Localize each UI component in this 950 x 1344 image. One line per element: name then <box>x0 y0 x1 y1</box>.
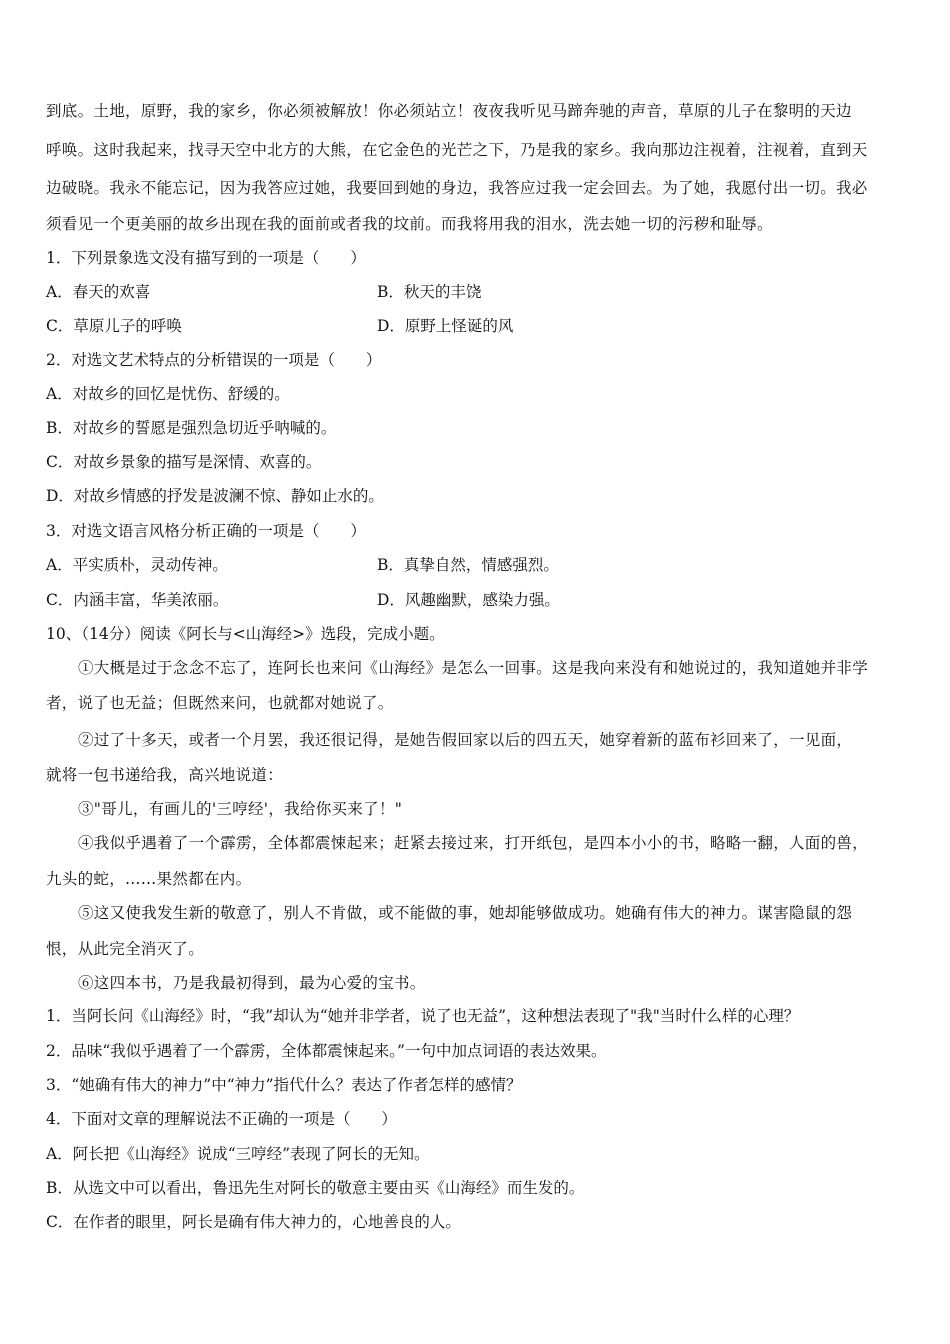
section-heading: 10、（14分）阅读《阿长与<山海经>》选段，完成小题。 <box>46 625 445 643</box>
option-c: C．在作者的眼里，阿长是确有伟大神力的，心地善良的人。 <box>46 1213 461 1231</box>
paragraph-2-cont: 就将一包书递给我，高兴地说道： <box>46 766 284 784</box>
question-stem: 2．对选文艺术特点的分析错误的一项是（ ） <box>46 351 382 369</box>
option-a: A．对故乡的回忆是忧伤、舒缓的。 <box>46 385 290 403</box>
option-d: D．原野上怪诞的风 <box>377 317 514 335</box>
paragraph-1: ①大概是过于念念不忘了，连阿长也来问《山海经》是怎么一回事。这是我向来没有和她说过的，我知道她并非学 <box>78 659 869 677</box>
option-b: B．真挚自然，情感强烈。 <box>377 556 559 574</box>
question-1: 1．当阿长问《山海经》时，“我”却认为“她并非学者，说了也无益”，这种想法表现了"我"当时什么样的心理？ <box>46 1007 800 1025</box>
passage-line: 边破晓。我永不能忘记，因为我答应过她，我要回到她的身边，我答应过我一定会回去。为了她，我愿付出一切。我必 <box>46 179 868 197</box>
passage-line: 须看见一个更美丽的故乡出现在我的面前或者我的坟前。而我将用我的泪水，洗去她一切的污秽和耻辱。 <box>46 215 773 233</box>
question-2: 2．品味“我似乎遇着了一个霹雳，全体都震悚起来。”一句中加点词语的表达效果。 <box>46 1042 607 1060</box>
passage-line: 到底。土地，原野，我的家乡，你必须被解放！你必须站立！夜夜我听见马蹄奔驰的声音，草原的儿子在黎明的天边 <box>46 102 852 120</box>
paragraph-4-cont: 九头的蛇，……果然都在内。 <box>46 870 252 888</box>
option-b: B．秋天的丰饶 <box>377 283 482 301</box>
option-a: A．春天的欢喜 <box>46 283 151 301</box>
option-c: C．对故乡景象的描写是深情、欢喜的。 <box>46 453 322 471</box>
passage-line: 呼唤。这时我起来，找寻天空中北方的大熊，在它金色的光芒之下，乃是我的家乡。我向那边注视着，注视着，直到天 <box>46 141 868 159</box>
question-stem: 3．对选文语言风格分析正确的一项是（ ） <box>46 522 366 540</box>
paragraph-5-cont: 恨，从此完全消灭了。 <box>46 940 205 958</box>
option-d: D．风趣幽默，感染力强。 <box>377 591 560 609</box>
option-b: B．从选文中可以看出，鲁迅先生对阿长的敬意主要由买《山海经》而生发的。 <box>46 1179 585 1197</box>
paragraph-5: ⑤这又使我发生新的敬意了，别人不肯做，或不能做的事，她却能够做成功。她确有伟大的神力。谋害隐鼠的怨 <box>78 904 853 922</box>
paragraph-3: ③"哥儿，有画儿的'三哼经'，我给你买来了！" <box>78 800 403 818</box>
option-b: B．对故乡的誓愿是强烈急切近乎呐喊的。 <box>46 419 337 437</box>
paragraph-4: ④我似乎遇着了一个霹雳，全体都震悚起来；赶紧去接过来，打开纸包，是四本小小的书，略略一翻，人面的兽， <box>78 834 869 852</box>
option-c: C．内涵丰富，华美浓丽。 <box>46 591 229 609</box>
paragraph-2: ②过了十多天，或者一个月罢，我还很记得，是她告假回家以后的四五天，她穿着新的蓝布衫回来了，一见面， <box>78 731 853 749</box>
question-4: 4．下面对文章的理解说法不正确的一项是（ ） <box>46 1110 397 1128</box>
option-d: D．对故乡情感的抒发是波澜不惊、静如止水的。 <box>46 487 384 505</box>
paragraph-1-cont: 者，说了也无益；但既然来问，也就都对她说了。 <box>46 694 394 712</box>
question-stem: 1．下列景象选文没有描写到的一项是（ ） <box>46 249 366 267</box>
option-a: A．阿长把《山海经》说成“三哼经”表现了阿长的无知。 <box>46 1145 430 1163</box>
option-a: A．平实质朴，灵动传神。 <box>46 556 228 574</box>
paragraph-6: ⑥这四本书，乃是我最初得到，最为心爱的宝书。 <box>78 974 426 992</box>
option-c: C．草原儿子的呼唤 <box>46 317 182 335</box>
question-3: 3．“她确有伟大的神力”中“神力”指代什么？表达了作者怎样的感情？ <box>46 1076 522 1094</box>
